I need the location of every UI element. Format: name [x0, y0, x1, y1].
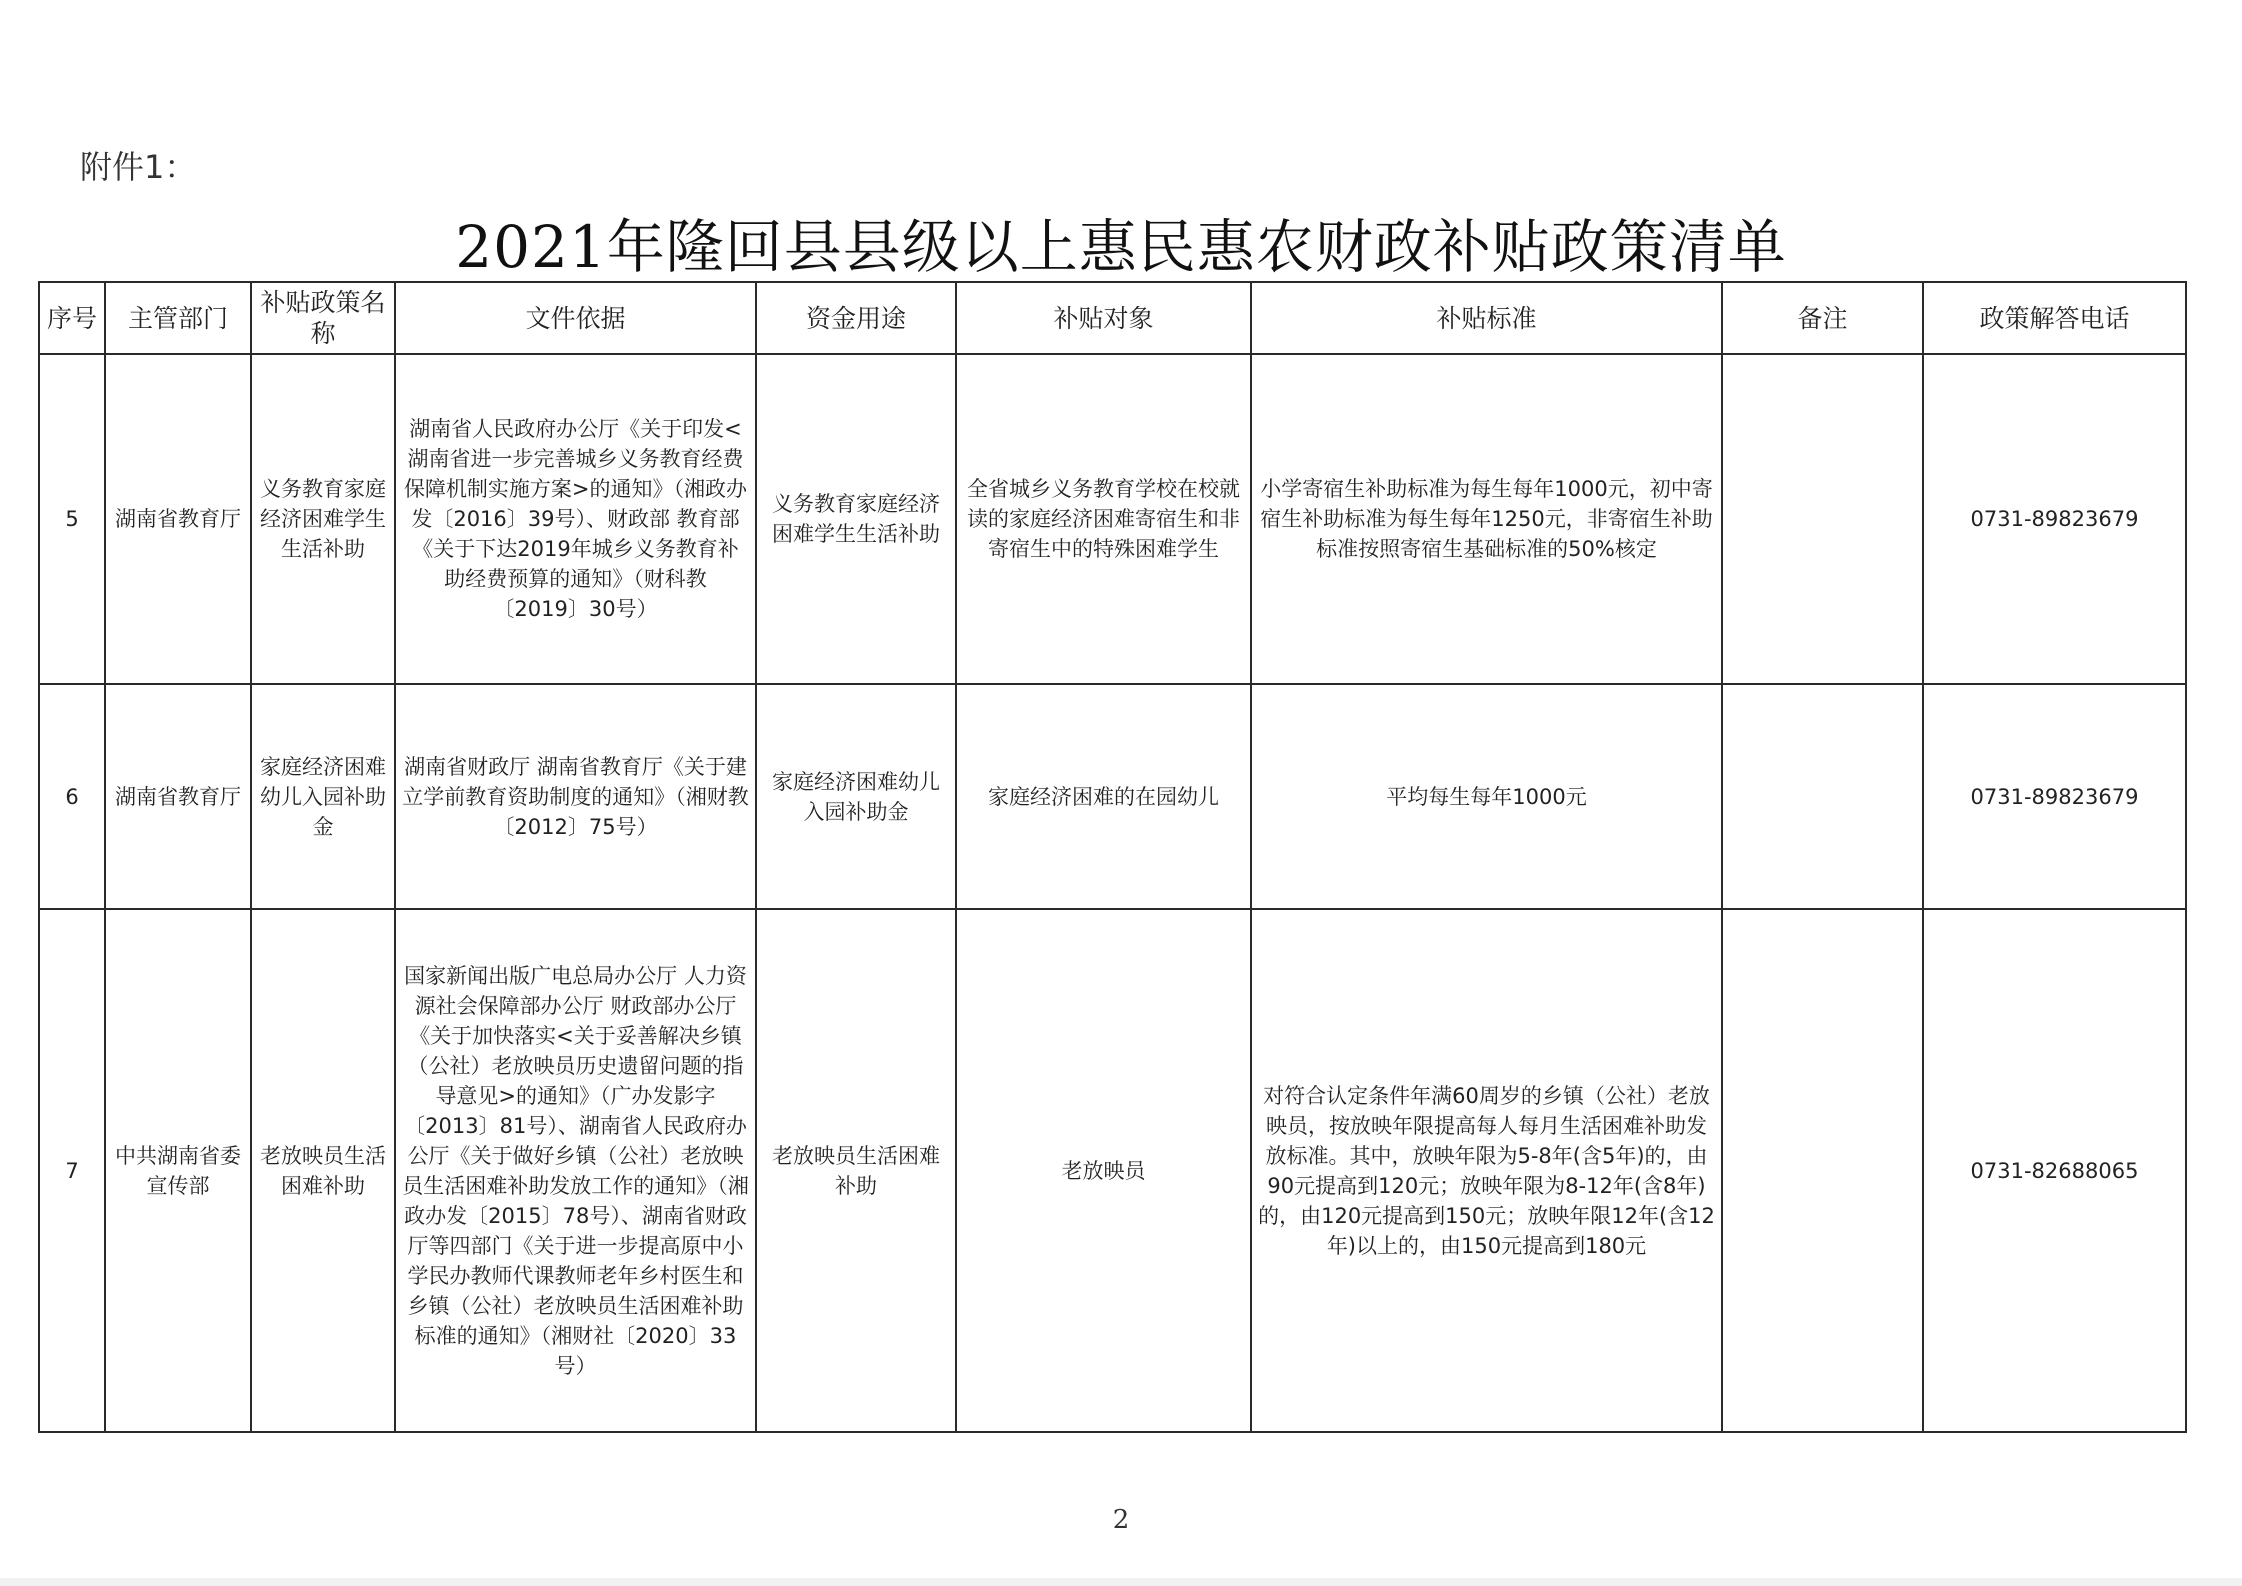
policy-table — [38, 281, 2187, 1433]
table-row — [39, 354, 2186, 684]
header-standard: 补贴标准 — [1251, 282, 1722, 354]
page-number: 2 — [1112, 1505, 1130, 1535]
table-row — [39, 909, 2186, 1432]
cell-standard: 对符合认定条件年满60周岁的乡镇（公社）老放映员，按放映年限提高每人每月生活困难补助发放标准。其中，放映年限为5-8年(含5年)的，由90元提高到120元；放映年限为8-12年(含8年)的，由120元提高到150元；放映年限12年(含12年)以上的，由150元提高到180元 — [1251, 909, 1722, 1432]
page-title: 2021年隆回县县级以上惠民惠农财政补贴政策清单 — [455, 213, 1787, 281]
header-policy: 补贴政策名称 — [251, 282, 395, 354]
cell-note — [1722, 909, 1923, 1432]
cell-dept: 中共湖南省委宣传部 — [105, 909, 251, 1432]
cell-usage: 老放映员生活困难补助 — [756, 909, 956, 1432]
cell-basis: 湖南省人民政府办公厅《关于印发<湖南省进一步完善城乡义务教育经费保障机制实施方案>的通知》（湘政办发〔2016〕39号）、财政部 教育部《关于下达2019年城乡义务教育补助经费预算的通知》（财科教〔2019〕30号） — [395, 354, 756, 684]
table-header-row — [39, 282, 2186, 354]
table-row — [39, 684, 2186, 909]
header-target: 补贴对象 — [956, 282, 1251, 354]
cell-standard: 小学寄宿生补助标准为每生每年1000元，初中寄宿生补助标准为每生每年1250元，非寄宿生补助标准按照寄宿生基础标准的50%核定 — [1251, 354, 1722, 684]
attachment-label: 附件1： — [80, 148, 197, 186]
cell-note — [1722, 684, 1923, 909]
header-note: 备注 — [1722, 282, 1923, 354]
cell-basis: 国家新闻出版广电总局办公厅 人力资源社会保障部办公厅 财政部办公厅《关于加快落实<关于妥善解决乡镇（公社）老放映员历史遗留问题的指导意见>的通知》（广办发影字〔2013〕81号）、湖南省人民政府办公厅《关于做好乡镇（公社）老放映员生活困难补助发放工作的通知》（湘政办发〔2015〕78号）、湖南省财政厅等四部门《关于进一步提高原中小学民办教师代课教师老年乡村医生和乡镇（公社）老放映员生活困难补助标准的通知》（湘财社〔2020〕33号） — [395, 909, 756, 1432]
cell-policy: 义务教育家庭经济困难学生生活补助 — [251, 354, 395, 684]
cell-phone: 0731-82688065 — [1923, 909, 2186, 1432]
header-basis: 文件依据 — [395, 282, 756, 354]
cell-seq: 6 — [39, 684, 105, 909]
cell-phone: 0731-89823679 — [1923, 684, 2186, 909]
header-dept: 主管部门 — [105, 282, 251, 354]
cell-seq: 5 — [39, 354, 105, 684]
cell-basis: 湖南省财政厅 湖南省教育厅《关于建立学前教育资助制度的通知》（湘财教〔2012〕75号） — [395, 684, 756, 909]
cell-standard: 平均每生每年1000元 — [1251, 684, 1722, 909]
cell-target: 全省城乡义务教育学校在校就读的家庭经济困难寄宿生和非寄宿生中的特殊困难学生 — [956, 354, 1251, 684]
cell-phone: 0731-89823679 — [1923, 354, 2186, 684]
cell-usage: 义务教育家庭经济困难学生生活补助 — [756, 354, 956, 684]
cell-target: 老放映员 — [956, 909, 1251, 1432]
cell-seq: 7 — [39, 909, 105, 1432]
cell-target: 家庭经济困难的在园幼儿 — [956, 684, 1251, 909]
cell-policy: 家庭经济困难幼儿入园补助金 — [251, 684, 395, 909]
cell-dept: 湖南省教育厅 — [105, 684, 251, 909]
scan-edge — [0, 1578, 2242, 1586]
cell-usage: 家庭经济困难幼儿入园补助金 — [756, 684, 956, 909]
header-seq: 序号 — [39, 282, 105, 354]
cell-note — [1722, 354, 1923, 684]
header-phone: 政策解答电话 — [1923, 282, 2186, 354]
header-usage: 资金用途 — [756, 282, 956, 354]
cell-dept: 湖南省教育厅 — [105, 354, 251, 684]
cell-policy: 老放映员生活困难补助 — [251, 909, 395, 1432]
